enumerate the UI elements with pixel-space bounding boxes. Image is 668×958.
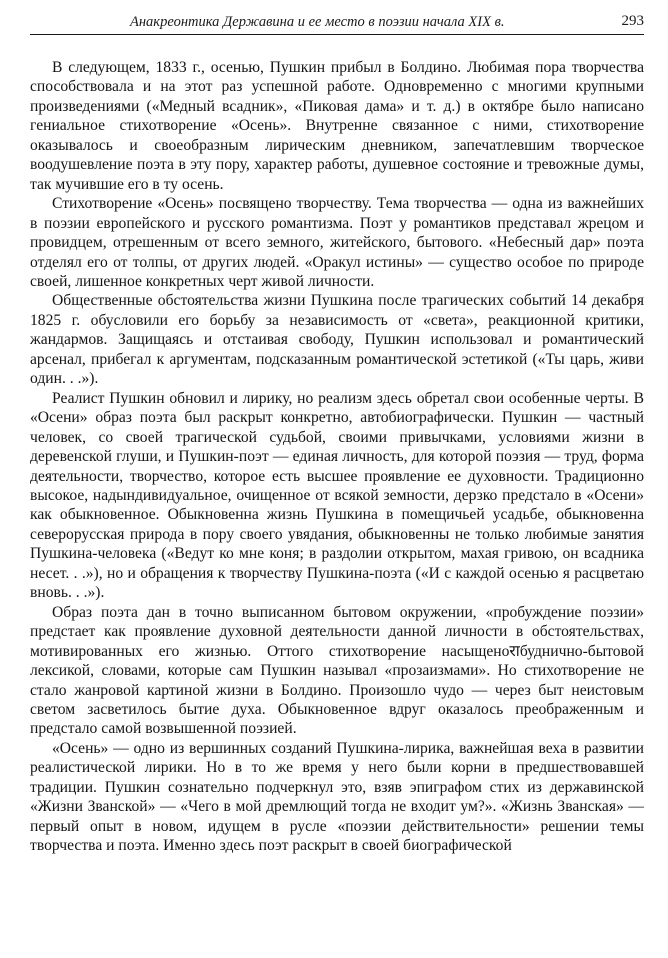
paragraph: Стихотворение «Осень» посвящено творчеству. Тема творчества — одна из важнейших в поэзии европейского и русского романтизма. Поэт у романтиков представал жрецом и провидцем, отрешенным от всего земного, житейского, бытового. «Небесный дар» поэта отделял его от толпы, от других людей. «Оракул истины» — существо особое по природе своей, лишенное конкретных черт живой личности. bbox=[30, 195, 644, 290]
paragraph: «Осень» — одно из вершинных созданий Пушкина-лирика, важнейшая веха в развитии реалистической лирики. Но в то же время у него были корни в предшествовавшей традиции. Пушкин сознательно подчеркнул это, взяв эпиграфом стих из державинской «Жизни Званской» — «Чего в мой дремлющий тогда не входит ум?». «Жизнь Званская» — первый опыт в новом, идущем в русле «поэзии действительности» решении темы творчества и поэта. Именно здесь поэт раскрыт в своей биографической bbox=[30, 739, 644, 855]
paragraph: Общественные обстоятельства жизни Пушкина после трагических событий 14 декабря 1825 г. обусловили его борьбу за независимость от «света», реакционной критики, жандармов. Защищаясь и отстаивая свободу, Пушкин использовал и романтический арсенал, прибегал к аргументам, подсказанным романтической эстетикой («Ты царь, живи один. . .»). bbox=[30, 292, 644, 388]
body-text bbox=[30, 58, 644, 856]
paragraph: В следующем, 1833 г., осенью, Пушкин прибыл в Болдино. Любимая пора творчества способствовала и на этот раз успешной работе. Одновременно с многими крупными произведениями («Медный всадник», «Пиковая дама» и т. д.) в октябре было написано гениальное стихотворение «Осень». Внутренне связанное с ними, стихотворение оказывалось и своеобразным лирическим дневником, запечатлевшим творческое воодушевление поэта в эту пору, характер работы, душевное состояние и тревожные думы, так мучившие его в ту осень. bbox=[30, 59, 644, 193]
paragraph: Реалист Пушкин обновил и лирику, но реализм здесь обретал свои особенные черты. В «Осени» образ поэта был раскрыт конкретно, автобиографически. Пушкин — частный человек, со своей трагической судьбой, своими привычками, условиями жизни в деревенской глуши, и Пушкин-поэт — единая личность, для которой поэзия — труд, форма деятельности, творчество, которое есть высшее проявление ее духовности. Традиционно высокое, надындивидуальное, очищенное от всякой земности, дерзко предстало в «Осени» как обыкновенное. Обыкновенна жизнь Пушкина в помещичьей усадьбе, обыкновенна северорусская природа в пору своего увядания, обыкновенны не только любимые занятия Пушкина-человека («Ведут ко мне коня; в раздолии открытом, махая гривою, он всадника несет. . .»), но и обращения к творчеству Пушкина-поэта («И с каждой осенью я расцветаю вновь. . .»). bbox=[30, 389, 644, 602]
paragraph: Образ поэта дан в точно выписанном бытовом окружении, «пробуждение поэзии» предстает как проявление духовной деятельности данной личности в обстоятельствах, мотивированных его жизнью. Оттого стихотворение насыщеноराбуднично-бытовой лексикой, словами, которые сам Пушкин называл «прозаизмами». Но стихотворение не стало жанровой картиной жизни в Болдино. Произошло чудо — через быт неистовым светом засветилось бытие духа. Обыкновенное вдруг оказалось преображенным и предстало самой возвышенной поэзией. bbox=[30, 603, 644, 738]
running-title: Анакреонтика Державина и ее место в поэзии начала XIX в. bbox=[130, 14, 505, 30]
page-number: 293 bbox=[621, 13, 644, 29]
running-header bbox=[30, 8, 644, 35]
